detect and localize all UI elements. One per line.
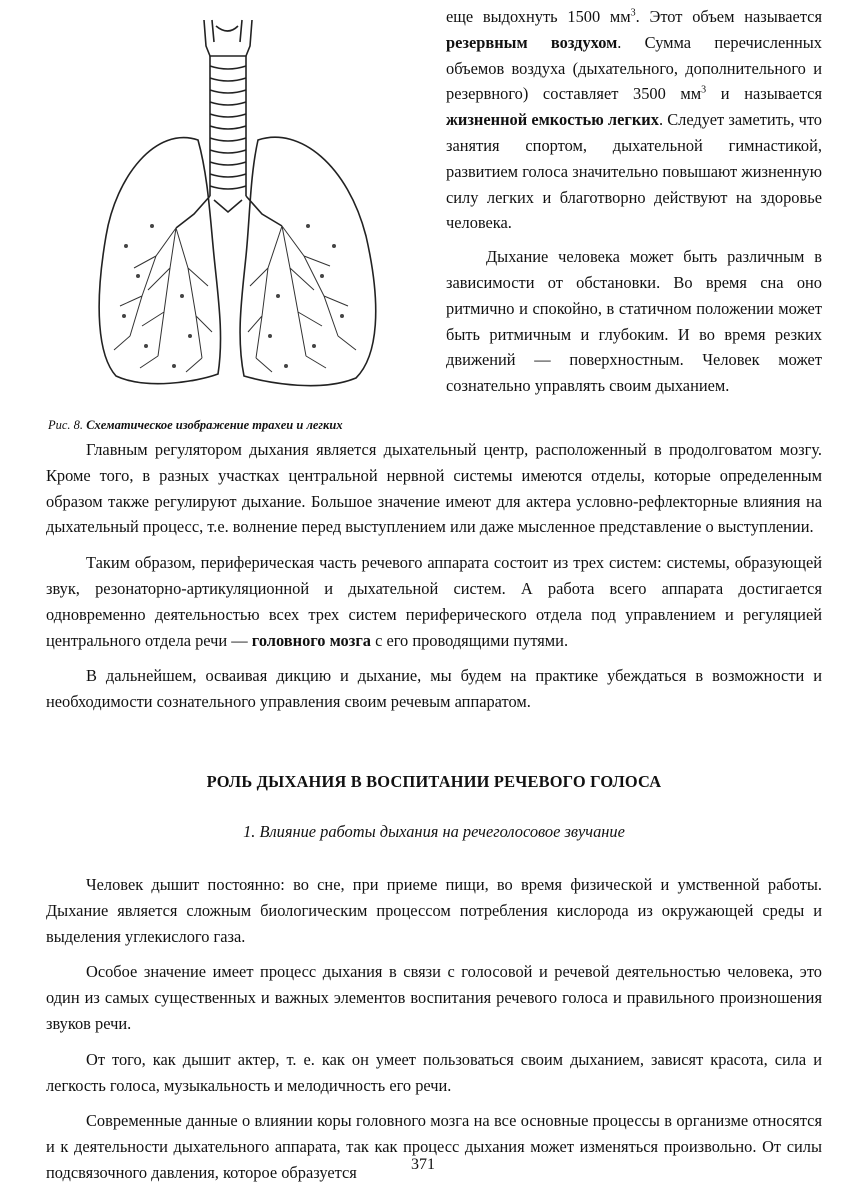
section-subheading: 1. Влияние работы дыхания на речеголосовое звучание (243, 822, 625, 841)
text-span: и называется (706, 84, 822, 104)
text-span: с его проводящими путями. (370, 630, 569, 650)
caption-prefix: Рис. 8. (48, 418, 84, 432)
right-paragraph-2: Дыхание человека может быть различным в зависимости от обстановки. Во время сна оно ритмично и спокойно, в статичном положении может быть ритмичным и глубоким. И во время резких движений — поверхностным. Человек может сознательно управлять своим дыханием. (446, 247, 822, 396)
superscript: 3 (701, 84, 707, 96)
caption-text: Схематическое изображение трахеи и легких (86, 418, 343, 432)
main-text (46, 437, 822, 715)
bold-term: резервным воздухом (446, 32, 618, 52)
text-span: . Сумма перечисленных объемов воздуха (дыхательного, дополнительного и резервного) составляет 3500 мм (446, 32, 822, 104)
main-paragraph-2 (46, 550, 822, 653)
page-number: 371 (411, 1156, 435, 1173)
main-paragraph-1: Главным регулятором дыхания является дыхательный центр, расположенный в продолговатом мозгу. Кроме того, в разных участках центральной нервной системы имеются отделы, которые определенным образом также регулируют дыхание. Большое значение имеют для актера условно-рефлекторные влияния на дыхательный процесс, т.е. волнение перед выступлением или даже мысленное представление о выступлении. (46, 440, 822, 537)
section-paragraph-2: Особое значение имеет процесс дыхания в связи с голосовой и речевой деятельностью человека, это один из самых существенных и важных элементов воспитания речевого голоса и правильного произношения звуков речи. (46, 962, 822, 1033)
text-span: Таким образом, периферическая часть речевого аппарата состоит из трех систем: системы, образующей звук, резонаторно-артикуляционной и дыхательной систем. А работа всего аппарата достигается одновременно деятельностью всех трех систем периферического отдела под управлением и регуляцией центрального отдела речи — (46, 553, 822, 650)
section-heading: РОЛЬ ДЫХАНИЯ В ВОСПИТАНИИ РЕЧЕВОГО ГОЛОСА (206, 772, 662, 791)
section-paragraph-1: Человек дышит постоянно: во сне, при приеме пищи, во время физической и умственной работы. Дыхание является сложным биологическим процессом потребления кислорода из окружающей среды и выделения углекислого газа. (46, 875, 822, 946)
superscript: 3 (630, 7, 636, 19)
right-column (446, 4, 822, 399)
main-paragraph-3: В дальнейшем, осваивая дикцию и дыхание, мы будем на практике убеждаться в возможности и необходимости сознательного управления своим речевым аппаратом. (46, 666, 822, 712)
right-paragraph-1 (446, 4, 822, 236)
text-span: . Следует заметить, что занятия спортом, дыхательной гимнастикой, развитием голоса значительно повышают жизненную силу легких и благотворно действуют на здоровье человека. (446, 110, 822, 233)
bold-term: жизненной емкостью легких (446, 110, 659, 130)
lungs-figure (86, 6, 418, 406)
section-paragraph-3: От того, как дышит актер, т. е. как он умеет пользоваться своим дыханием, зависят красота, сила и легкость голоса, музыкальность и мелодичность его речи. (46, 1049, 822, 1095)
section-text (46, 872, 822, 1186)
bold-term: головного мозга (251, 630, 371, 650)
lungs-trachea-icon (86, 6, 418, 406)
text-span: еще выдохнуть 1500 мм (446, 7, 631, 26)
figure-caption (48, 417, 428, 433)
section-paragraph-4: Современные данные о влиянии коры головного мозга на все основные процессы в организме относятся и к деятельности дыхательного аппарата, так как процесс дыхания может изменяться произвольно. От силы подсвязочного давления, которое образуется (46, 1111, 822, 1182)
text-span: . Этот объем называется (635, 7, 822, 26)
